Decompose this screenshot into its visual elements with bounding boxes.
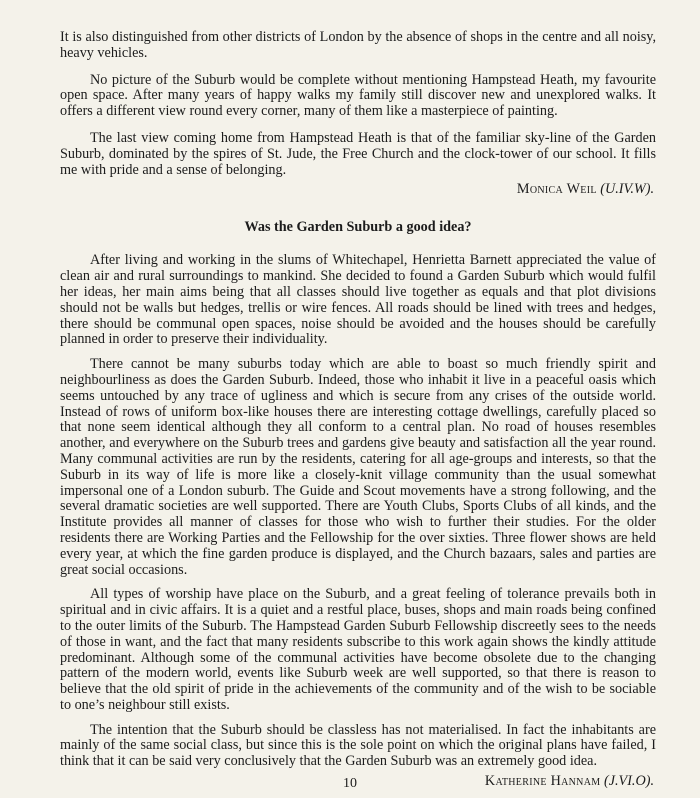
essay2-paragraph-2: There cannot be many suburbs today which are able to boast so much friendly spirit and neighbourliness as does the Garden Suburb. Indeed, those who inhabit it live in a peaceful oasis which seems untouched by any trace of ugliness and which is secure from any crises of the outside world. Instead of rows of uniform box-like houses there are interesting cottage dwellings, carefully placed so that none seem identical although they all conform to a central plan. No road of houses resembles another, and everywhere on the Suburb trees and gardens give beauty and satisfaction all the year round. Many communal activities are run by the residents, catering for all age-groups and interests, so that the Suburb in its way of life is more like a closely-knit village community than the usual somewhat impersonal one of a London suburb. The Guide and Scout movements have a strong following, and the several dramatic societies are well supported. There are Youth Clubs, Sports Clubs of all kinds, and the Institute provides all manner of classes for those who wish to further their studies. For the older residents there are Working Parties and the Fellowship for the over sixties. Three flower shows are held every year, at which the fine garden produce is displayed, and the Church bazaars, sales and parties are great social occasions. (60, 356, 656, 578)
essay1-author-name: Monica Weil (516, 181, 597, 198)
essay2-paragraph-4: The intention that the Suburb should be classless has not materialised. In fact the inhabitants are mainly of the same social class, but since this is the sole point on which the original plans have failed, I think that it can be said very conclusively that the Garden Suburb was an extremely good idea. (60, 721, 656, 770)
essay2-paragraph-1: After living and working in the slums of Whitechapel, Henrietta Barnett appreciated the value of clean air and rural surroundings to mankind. She decided to found a Garden Suburb which would fulfil her ideas, her main aims being that all classes should live together as equals and that plot divisions should not be walls but hedges, trellis or wire fences. All roads should be lined with trees and hedges, there should be communal open spaces, noise should be avoided and the houses should be carefully planned in order to preserve their individuality. (60, 252, 656, 348)
page-body (60, 30, 656, 789)
essay1-paragraph-continued: It is also distinguished from other districts of London by the absence of shops in the centre and all noisy, heavy vehicles. (60, 29, 656, 61)
essay2-author-form: (J.VI.O). (603, 773, 654, 790)
essay2-paragraph-3: All types of worship have place on the Suburb, and a great feeling of tolerance prevails both in spiritual and in civic affairs. It is a quiet and a restful place, buses, shops and main roads being confined to the outer limits of the Suburb. The Hampstead Garden Suburb Fellowship discreetly sees to the needs of those in want, and the fact that many residents subscribe to this work again shows the kindly attitude predominant. Although some of the communal activities have become obsolete due to the changing pattern of the modern world, events like Suburb week are well supported, so that there is reason to believe that the old spirit of pride in the achievements of the community and of the wish to be sociable to one’s neighbour still exists. (60, 586, 656, 713)
essay2-title: Was the Garden Suburb a good idea? (244, 219, 472, 236)
essay1-author-signature (60, 181, 656, 197)
essay1-paragraph-skyline: The last view coming home from Hampstead Heath is that of the familiar sky-line of the Garden Suburb, dominated by the spires of St. Jude, the Free Church and the clock-tower of our school. It fills me with pride and a sense of belonging. (60, 129, 656, 178)
essay1-paragraph-heath: No picture of the Suburb would be complete without mentioning Hampstead Heath, my favourite open space. After many years of happy walks my family still discover new and unexplored walks. It offers a different view round every corner, many of them like a masterpiece of painting. (60, 71, 656, 120)
page-number: 10 (343, 776, 357, 791)
essay2-author-name: Katherine Hannam (484, 773, 601, 790)
essay1-author-form: (U.IV.W). (600, 181, 654, 198)
